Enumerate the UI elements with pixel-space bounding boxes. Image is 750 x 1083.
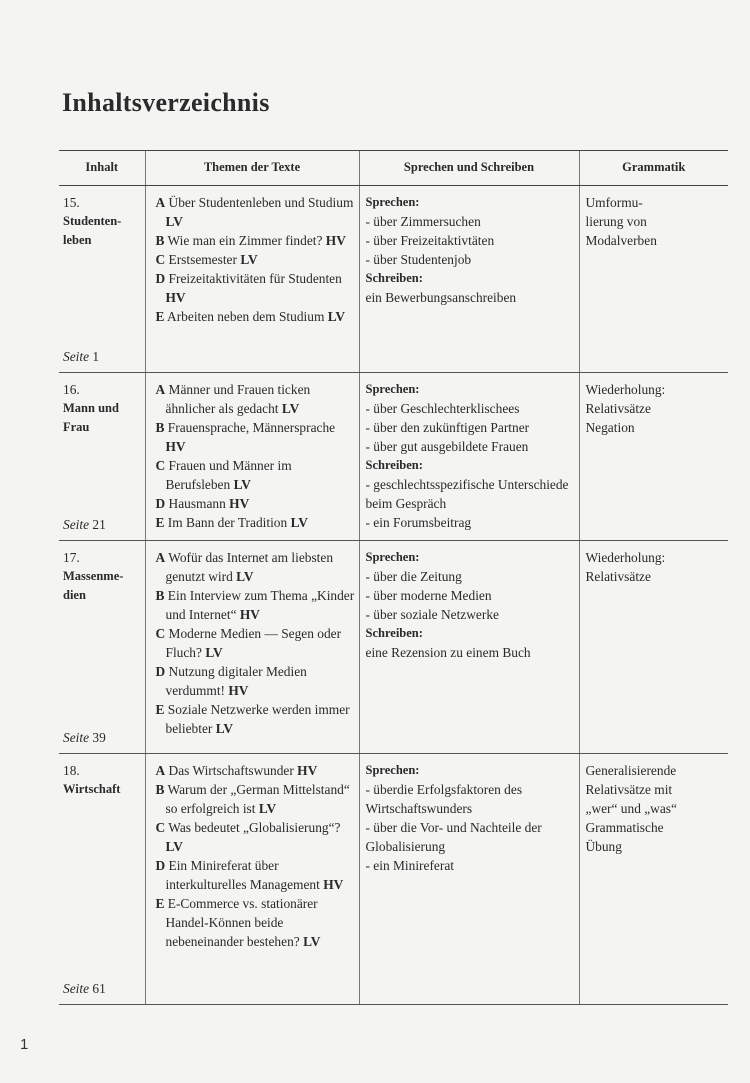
themes-cell	[145, 754, 359, 1005]
theme-tag: LV	[240, 252, 258, 267]
page-ref-number: 39	[92, 730, 106, 745]
theme-item	[152, 250, 355, 269]
table-header-row	[59, 151, 728, 186]
themes-cell	[145, 541, 359, 754]
lesson-title: dien	[63, 588, 86, 602]
theme-text: Nutzung digitaler Medien verdummt!	[165, 664, 307, 698]
page-number: 1	[20, 1036, 29, 1053]
contents-table	[59, 150, 728, 1005]
speaking-line: - ein Forumsbeitrag	[365, 515, 472, 530]
grammar-cell	[579, 541, 728, 754]
theme-text: Ein Interview zum Thema „Kinder und Internet“	[165, 588, 355, 622]
grammar-cell	[579, 754, 728, 1005]
theme-text: Soziale Netzwerke werden immer beliebter	[165, 702, 350, 736]
lesson-page-ref	[63, 515, 106, 534]
lesson-title: Studenten-	[63, 214, 122, 228]
speaking-line: - über soziale Netzwerke	[365, 607, 499, 622]
theme-item	[152, 548, 355, 586]
theme-item	[152, 494, 355, 513]
theme-text: Warum der „German Mittelstand“ so erfolgreich ist	[165, 782, 350, 816]
theme-item	[152, 894, 355, 951]
speaking-line: - überdie Erfolgsfaktoren des Wirtschaftswunders	[365, 782, 523, 816]
theme-item	[152, 418, 355, 456]
page-ref-number: 61	[92, 981, 106, 996]
header-inhalt: Inhalt	[59, 151, 145, 186]
lesson-cell	[59, 541, 145, 754]
speaking-line: - über Studentenjob	[365, 252, 472, 267]
theme-item	[152, 269, 355, 307]
theme-item	[152, 662, 355, 700]
lesson-page-ref	[63, 347, 99, 366]
theme-item	[152, 780, 355, 818]
theme-tag: HV	[165, 439, 186, 454]
theme-text: Männer und Frauen ticken ähnlicher als gedacht	[165, 382, 311, 416]
grammar-line: Grammatische	[585, 820, 664, 835]
page-title: Inhaltsverzeichnis	[62, 88, 270, 117]
theme-text: Arbeiten neben dem Studium	[167, 309, 325, 324]
speaking-heading: Sprechen:	[365, 195, 420, 209]
theme-letter: C	[155, 626, 166, 641]
page-ref-number: 1	[92, 349, 100, 364]
page-label: Seite	[63, 517, 90, 532]
lesson-page-ref	[63, 979, 106, 998]
theme-letter: D	[155, 664, 166, 679]
page-label: Seite	[63, 349, 90, 364]
theme-letter: E	[155, 515, 165, 530]
table-row	[59, 541, 728, 754]
theme-text: Frauensprache, Männersprache	[167, 420, 336, 435]
theme-text: Über Studentenleben und Studium	[168, 195, 354, 210]
grammar-line: Umformu-	[585, 195, 643, 210]
grammar-line: Wiederholung:	[585, 550, 666, 565]
theme-item	[152, 193, 355, 231]
speaking-heading: Sprechen:	[365, 382, 420, 396]
page-label: Seite	[63, 730, 90, 745]
theme-text: Wofür das Internet am liebsten genutzt wird	[165, 550, 334, 584]
theme-letter: E	[155, 702, 165, 717]
lesson-number: 16.	[63, 382, 80, 397]
lesson-cell	[59, 186, 145, 373]
theme-letter: B	[155, 588, 165, 603]
theme-letter: A	[155, 382, 166, 397]
grammar-line: Generalisierende	[585, 763, 677, 778]
theme-letter: B	[155, 782, 165, 797]
speaking-cell	[359, 541, 579, 754]
theme-item	[152, 231, 355, 250]
theme-letter: D	[155, 271, 166, 286]
theme-letter: B	[155, 420, 165, 435]
grammar-line: lierung von	[585, 214, 647, 229]
table-row	[59, 754, 728, 1005]
theme-tag: LV	[327, 309, 346, 324]
speaking-heading: Schreiben:	[365, 626, 423, 640]
theme-item	[152, 856, 355, 894]
grammar-line: Übung	[585, 839, 622, 854]
table-row	[59, 186, 728, 373]
theme-tag: LV	[215, 721, 234, 736]
theme-item	[152, 818, 355, 856]
theme-text: Erstsemester	[168, 252, 237, 267]
theme-item	[152, 586, 355, 624]
theme-text: Frauen und Männer im Berufsleben	[165, 458, 292, 492]
lesson-number: 15.	[63, 195, 80, 210]
theme-letter: A	[155, 550, 166, 565]
theme-letter: C	[155, 252, 166, 267]
theme-text: Freizeitaktivitäten für Studenten	[168, 271, 342, 286]
grammar-cell	[579, 186, 728, 373]
theme-letter: D	[155, 496, 166, 511]
theme-tag: LV	[303, 934, 321, 949]
theme-letter: D	[155, 858, 166, 873]
theme-item	[152, 380, 355, 418]
theme-tag: LV	[281, 401, 300, 416]
header-sprechen: Sprechen und Schreiben	[359, 151, 579, 186]
lesson-cell	[59, 373, 145, 541]
theme-tag: LV	[205, 645, 223, 660]
theme-tag: LV	[165, 214, 183, 229]
lesson-cell	[59, 754, 145, 1005]
theme-item	[152, 456, 355, 494]
theme-letter: C	[155, 458, 166, 473]
theme-item	[152, 700, 355, 738]
speaking-line: - über die Zeitung	[365, 569, 462, 584]
theme-text: Hausmann	[168, 496, 226, 511]
speaking-heading: Sprechen:	[365, 763, 420, 777]
grammar-line: Wiederholung:	[585, 382, 666, 397]
lesson-title: Massenme-	[63, 569, 124, 583]
theme-item	[152, 624, 355, 662]
lesson-title: leben	[63, 233, 92, 247]
grammar-line: Modalverben	[585, 233, 657, 248]
themes-cell	[145, 373, 359, 541]
grammar-line: Relativsätze	[585, 569, 651, 584]
theme-letter: C	[155, 820, 166, 835]
speaking-heading: Sprechen:	[365, 550, 420, 564]
theme-tag: LV	[290, 515, 308, 530]
table-row	[59, 373, 728, 541]
theme-letter: A	[155, 763, 166, 778]
grammar-line: Relativsätze	[585, 401, 651, 416]
speaking-line: - über die Vor- und Nachteile der Globalisierung	[365, 820, 542, 854]
theme-text: Was bedeutet „Globalisierung“?	[168, 820, 341, 835]
lesson-page-ref	[63, 728, 106, 747]
theme-tag: HV	[297, 763, 318, 778]
speaking-heading: Schreiben:	[365, 458, 423, 472]
theme-text: Das Wirtschaftswunder	[168, 763, 294, 778]
theme-text: E-Commerce vs. stationärer Handel-Können beide nebeneinander bestehen?	[165, 896, 318, 949]
speaking-line: - über Freizeitaktivtäten	[365, 233, 495, 248]
theme-item	[152, 307, 355, 326]
theme-tag: LV	[236, 569, 254, 584]
theme-letter: E	[155, 896, 165, 911]
speaking-heading: Schreiben:	[365, 271, 423, 285]
speaking-line: - über Geschlechterklischees	[365, 401, 520, 416]
header-grammatik: Grammatik	[579, 151, 728, 186]
page-ref-number: 21	[92, 517, 106, 532]
lesson-number: 17.	[63, 550, 80, 565]
theme-tag: HV	[325, 233, 346, 248]
theme-tag: HV	[323, 877, 344, 892]
grammar-cell	[579, 373, 728, 541]
speaking-line: - ein Minireferat	[365, 858, 454, 873]
theme-item	[152, 513, 355, 532]
theme-letter: B	[155, 233, 165, 248]
theme-tag: HV	[165, 290, 186, 305]
theme-tag: LV	[258, 801, 277, 816]
theme-item	[152, 761, 355, 780]
theme-letter: A	[155, 195, 166, 210]
speaking-line: - über gut ausgebildete Frauen	[365, 439, 529, 454]
themes-cell	[145, 186, 359, 373]
speaking-cell	[359, 373, 579, 541]
lesson-title: Frau	[63, 420, 90, 434]
table-body	[59, 186, 728, 1005]
theme-tag: LV	[233, 477, 251, 492]
theme-tag: LV	[165, 839, 183, 854]
theme-tag: HV	[228, 683, 249, 698]
speaking-line: - über Zimmersuchen	[365, 214, 481, 229]
speaking-line: eine Rezension zu einem Buch	[365, 645, 531, 660]
lesson-title: Mann und	[63, 401, 119, 415]
theme-text: Im Bann der Tradition	[167, 515, 288, 530]
speaking-line: - über moderne Medien	[365, 588, 492, 603]
lesson-title: Wirtschaft	[63, 782, 121, 796]
theme-tag: HV	[229, 496, 250, 511]
header-themen: Themen der Texte	[145, 151, 359, 186]
speaking-line: - geschlechtsspezifische Unterschiede beim Gespräch	[365, 477, 569, 511]
page-label: Seite	[63, 981, 90, 996]
theme-letter: E	[155, 309, 165, 324]
lesson-number: 18.	[63, 763, 80, 778]
speaking-cell	[359, 754, 579, 1005]
grammar-line: „wer“ und „was“	[585, 801, 677, 816]
speaking-line: ein Bewerbungsanschreiben	[365, 290, 517, 305]
grammar-line: Negation	[585, 420, 635, 435]
grammar-line: Relativsätze mit	[585, 782, 673, 797]
theme-text: Ein Minireferat über interkulturelles Management	[165, 858, 320, 892]
theme-text: Moderne Medien — Segen oder Fluch?	[165, 626, 342, 660]
theme-tag: HV	[239, 607, 260, 622]
theme-text: Wie man ein Zimmer findet?	[167, 233, 323, 248]
speaking-cell	[359, 186, 579, 373]
speaking-line: - über den zukünftigen Partner	[365, 420, 530, 435]
